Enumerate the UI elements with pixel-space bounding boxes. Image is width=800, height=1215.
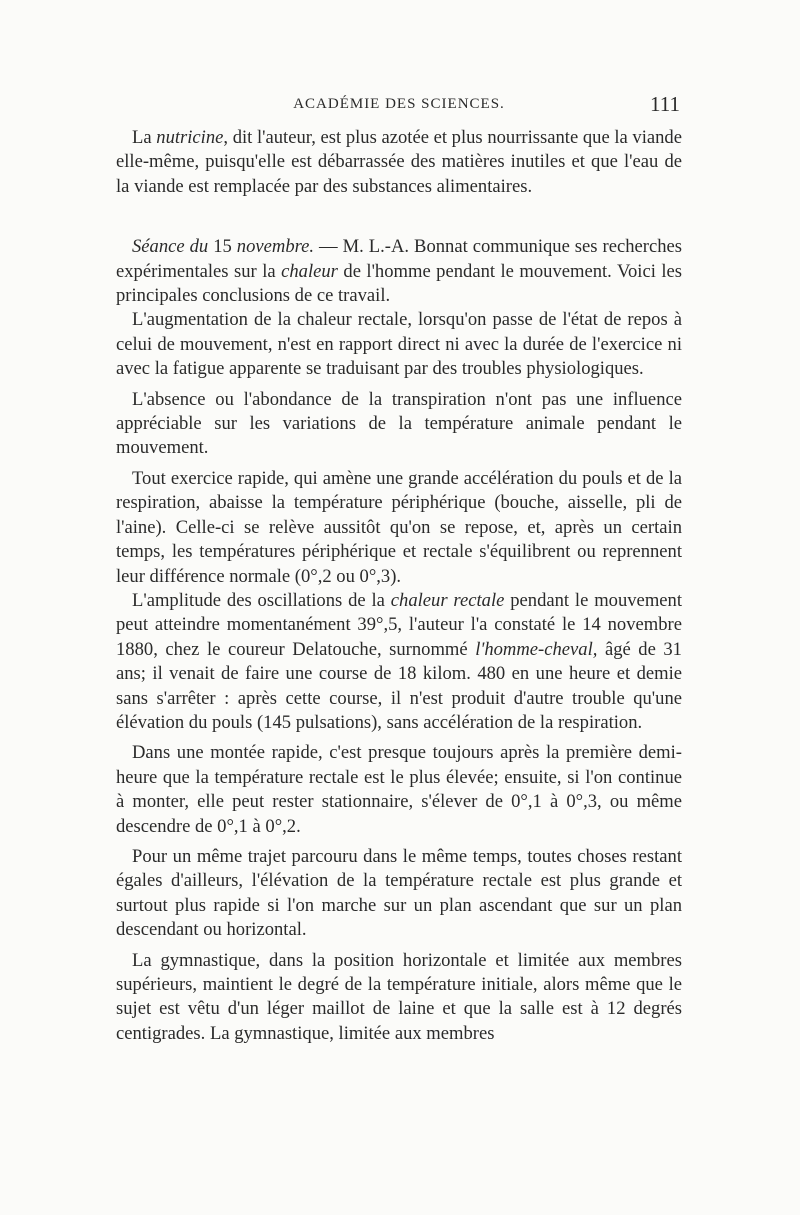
paragraph [116,589,682,735]
paragraph: Dans une montée rapide, c'est presque toujours après la première demi-heure que la température rectale est le plus élevée; ensuite, si l'on continue à monter, elle peut rester stationnaire, s'élever de 0°,1 à 0°,3, ou même descendre de 0°,1 à 0°,2. [116,742,682,837]
italic-term: chaleur rectale [390,589,505,611]
paragraph: Pour un même trajet parcouru dans le même temps, toutes choses restant égales d'ailleurs, l'élévation de la température rectale est plus grande et surtout plus rapide si l'on marche sur un plan ascendant que sur un plan descendant ou horizontal. [116,845,682,941]
text-run: 15 [208,236,237,258]
text-run: de l'homme pendant le mouvement. Voici les principales conclusions de ce travail. [116,260,682,307]
text-run: , dit l'auteur, est plus azotée et plus nourrissante que la viande elle-même, puisqu'elle est débarrassée des matières inutiles et que l'eau de la viande est remplacée par des substances alimentaires. [116,127,682,197]
text-run: — M. L.-A. Bonnat communique ses recherches expérimentales sur la [116,236,682,282]
page-number: 111 [650,92,680,116]
paragraph: La gymnastique, dans la position horizontale et limitée aux membres supérieurs, maintient le degré de la température initiale, alors même que le sujet est vêtu d'un léger maillot de laine et que la salle est à 12 degrés centigrades. La gymnastique, limitée aux membres [116,949,682,1044]
body-text [116,126,682,1046]
italic-term: l'homme-cheval, [475,638,598,660]
paragraph: L'augmentation de la chaleur rectale, lorsqu'on passe de l'état de repos à celui de mouvement, n'est en rapport direct ni avec la durée de l'exercice ni avec la fatigue apparente se traduisant par des troubles physiologiques. [116,309,682,380]
italic-term: chaleur [281,260,338,282]
running-title: ACADÉMIE DES SCIENCES. [293,96,505,112]
paragraph: L'absence ou l'abondance de la transpiration n'ont pas une influence appréciable sur les variations de la température animale pendant le mouvement. [116,388,682,459]
text-run: pendant le mouvement peut atteindre momentanément 39°,5, l'auteur l'a constaté le 14 novembre 1880, chez le coureur Delatouche, surnommé [116,589,682,660]
paragraph [116,126,682,199]
italic-term: nutricine [156,127,224,148]
paragraph [116,235,682,308]
italic-term: Séance du [132,236,209,258]
italic-term: novembre. [236,236,315,258]
text-run: La [132,127,157,148]
paragraph: Tout exercice rapide, qui amène une grande accélération du pouls et de la respiration, abaisse la température périphérique (bouche, aisselle, pli de l'aine). Celle-ci se relève aussitôt qu'on se repose, et, après un certain temps, les températures périphérique et rectale s'équilibrent ou reprennent leur différence normale (0°,2 ou 0°,3). [116,467,682,587]
page-header [116,92,682,122]
text-run: L'amplitude des oscillations de la [132,589,391,611]
text-run: âgé de 31 ans; il venait de faire une course de 18 kilom. 480 en une heure et demie sans s'arrêter : après cette course, il n'est produit d'autre trouble qu'une élévation du pouls (145 pulsations), sans accélération de la respiration. [116,638,682,733]
